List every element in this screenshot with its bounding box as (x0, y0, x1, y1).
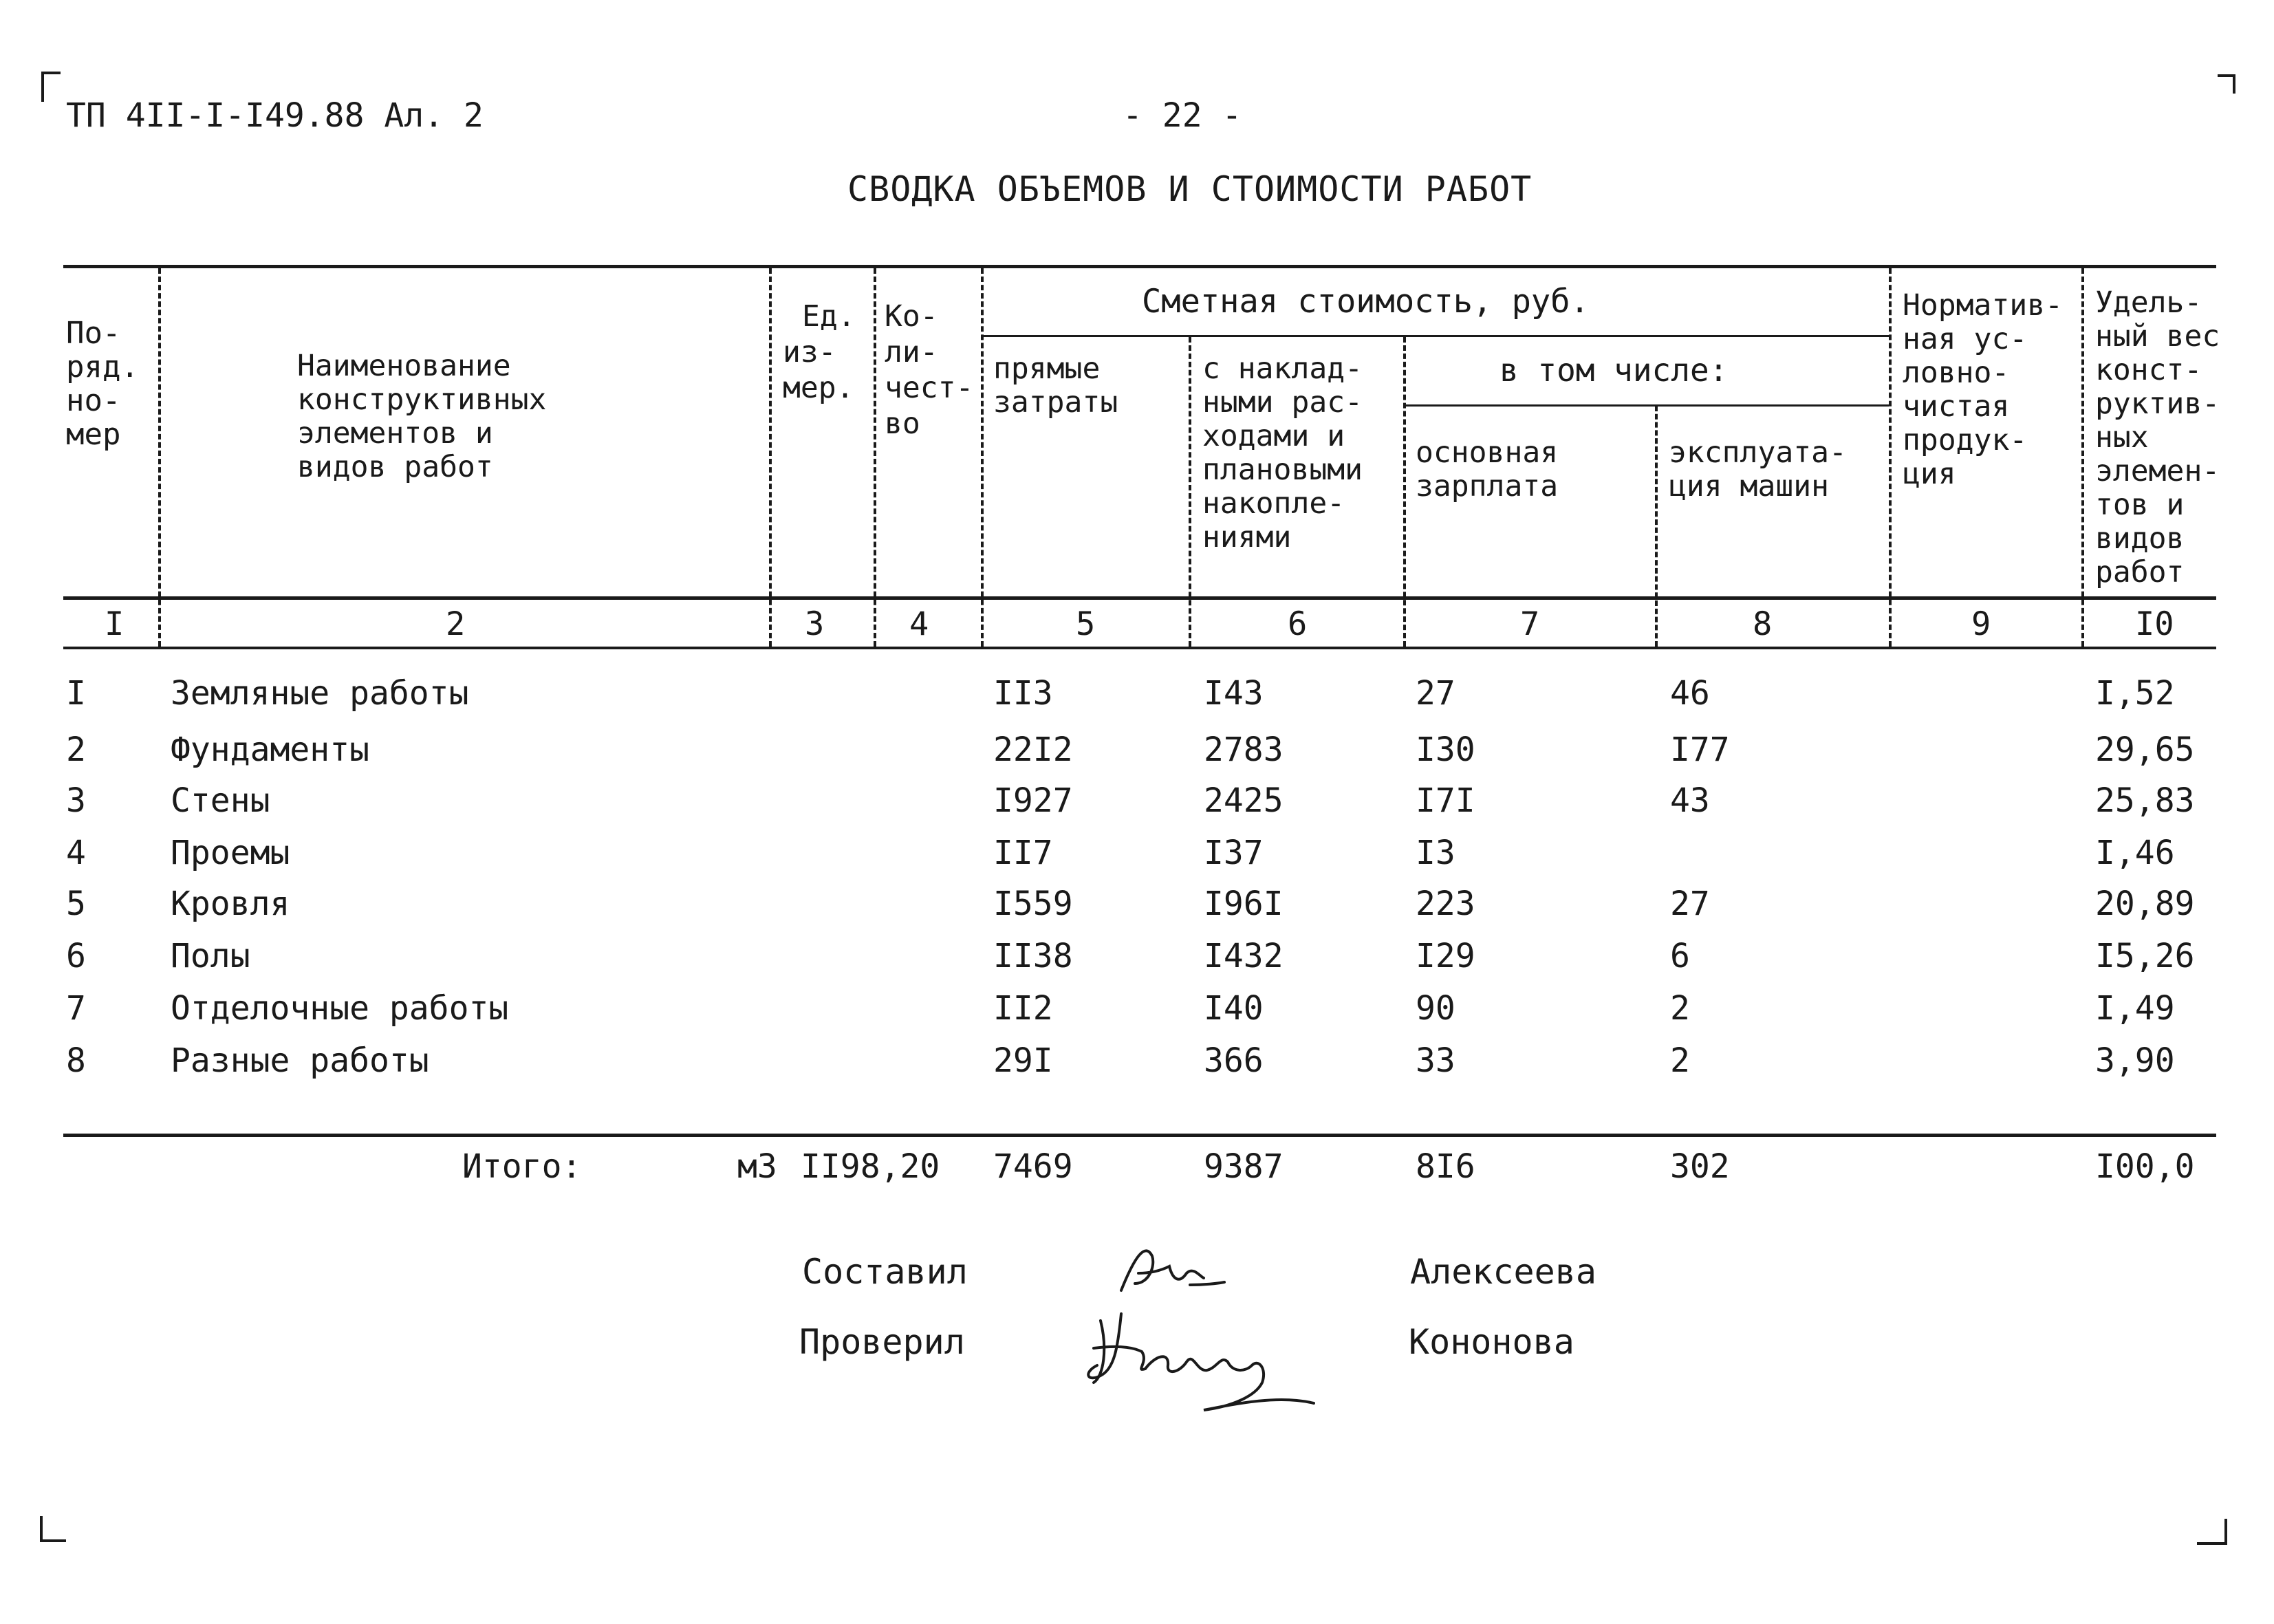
row-number: I (66, 674, 86, 713)
header-specific-weight: Удель- ный вес конст- руктив- ных элемен- тов и видов работ (2095, 285, 2220, 589)
document-title: СВОДКА ОБЪЕМОВ И СТОИМОСТИ РАБОТ (847, 169, 1533, 209)
row-specific-weight: I5,26 (2095, 937, 2195, 975)
corner-mark-bottom-left (39, 1513, 73, 1548)
table-row (0, 730, 2274, 772)
row-direct-costs: II38 (993, 937, 1073, 975)
checked-by-label: Проверил (799, 1322, 965, 1362)
header-bottom-rule (63, 596, 2216, 600)
row-direct-costs: II2 (993, 989, 1053, 1028)
compiled-signature (1114, 1235, 1231, 1304)
total-quantity: II98,20 (801, 1147, 940, 1186)
column-number-2: 2 (446, 605, 466, 643)
row-number: 5 (66, 885, 86, 923)
column-number-5: 5 (1076, 605, 1096, 643)
row-specific-weight: I,49 (2095, 989, 2175, 1028)
row-base-salary: I30 (1416, 730, 1475, 769)
checked-signature (1080, 1307, 1328, 1417)
header-base-salary: основная зарплата (1416, 435, 1559, 504)
col-sep-1 (158, 268, 161, 647)
row-number: 2 (66, 730, 86, 769)
row-name: Кровля (171, 885, 290, 923)
col-sep-8 (1889, 268, 1892, 647)
header-direct-costs: прямые затраты (993, 351, 1118, 420)
row-base-salary: I29 (1416, 937, 1475, 975)
row-machine-operation: 27 (1670, 885, 1710, 923)
row-number: 6 (66, 937, 86, 975)
row-direct-costs: I559 (993, 885, 1073, 923)
row-specific-weight: 29,65 (2095, 730, 2195, 769)
column-number-8: 8 (1753, 605, 1773, 643)
compiled-by-name: Алексеева (1410, 1252, 1596, 1292)
row-base-salary: I7I (1416, 781, 1475, 820)
total-direct-costs: 7469 (993, 1147, 1073, 1186)
col-sep-9 (2081, 268, 2084, 647)
row-specific-weight: 25,83 (2095, 781, 2195, 820)
column-number-9: 9 (1971, 605, 1991, 643)
header-unit: Ед. из- мер. (783, 299, 856, 405)
row-machine-operation: 46 (1670, 674, 1710, 713)
row-with-overhead: 366 (1204, 1041, 1264, 1080)
checked-by-name: Кононова (1409, 1322, 1574, 1362)
total-label: Итого: (462, 1147, 582, 1186)
row-base-salary: I3 (1416, 834, 1455, 872)
row-name: Отделочные работы (171, 989, 509, 1028)
row-base-salary: 27 (1416, 674, 1455, 713)
row-direct-costs: II3 (993, 674, 1053, 713)
row-base-salary: 33 (1416, 1041, 1455, 1080)
total-row (0, 1147, 2274, 1189)
column-number-1: I (105, 605, 124, 643)
table-row (0, 937, 2274, 978)
row-machine-operation: 6 (1670, 937, 1690, 975)
table-top-rule (63, 265, 2216, 268)
row-number: 7 (66, 989, 86, 1028)
cost-group-rule (982, 335, 1889, 337)
column-number-4: 4 (909, 605, 929, 643)
table-row (0, 834, 2274, 875)
row-specific-weight: 20,89 (2095, 885, 2195, 923)
row-with-overhead: 2425 (1204, 781, 1284, 820)
row-number: 4 (66, 834, 86, 872)
row-number: 8 (66, 1041, 86, 1080)
header-normative-product: Норматив- ная ус- ловно- чистая продук- ция (1903, 288, 2063, 491)
table-row (0, 674, 2274, 715)
row-with-overhead: I40 (1204, 989, 1264, 1028)
row-base-salary: 223 (1416, 885, 1475, 923)
total-rule (63, 1134, 2216, 1137)
row-name: Проемы (171, 834, 290, 872)
col-sep-3 (874, 268, 876, 647)
row-specific-weight: I,52 (2095, 674, 2175, 713)
corner-mark-top-right (2213, 69, 2241, 103)
corner-mark-top-left (40, 69, 67, 103)
corner-mark-bottom-right (2194, 1513, 2235, 1555)
column-number-6: 6 (1288, 605, 1308, 643)
row-name: Полы (171, 937, 250, 975)
row-machine-operation: 2 (1670, 989, 1690, 1028)
row-name: Земляные работы (171, 674, 469, 713)
row-with-overhead: 2783 (1204, 730, 1284, 769)
column-numbers-rule (63, 647, 2216, 649)
row-machine-operation: I77 (1670, 730, 1730, 769)
column-number-7: 7 (1520, 605, 1540, 643)
table-row (0, 885, 2274, 926)
total-machine-operation: 302 (1670, 1147, 1730, 1186)
row-number: 3 (66, 781, 86, 820)
total-with-overhead: 9387 (1204, 1147, 1284, 1186)
row-name: Стены (171, 781, 270, 820)
row-direct-costs: I927 (993, 781, 1073, 820)
row-with-overhead: I96I (1204, 885, 1284, 923)
total-specific-weight: I00,0 (2095, 1147, 2195, 1186)
row-name: Разные работы (171, 1041, 429, 1080)
col-sep-2 (769, 268, 772, 647)
row-with-overhead: I432 (1204, 937, 1284, 975)
column-number-3: 3 (805, 605, 825, 643)
row-with-overhead: I43 (1204, 674, 1264, 713)
compiled-by-label: Составил (802, 1252, 968, 1292)
col-sep-5 (1189, 337, 1191, 647)
total-base-salary: 8I6 (1416, 1147, 1475, 1186)
row-with-overhead: I37 (1204, 834, 1264, 872)
row-machine-operation: 2 (1670, 1041, 1690, 1080)
row-name: Фундаменты (171, 730, 369, 769)
row-base-salary: 90 (1416, 989, 1455, 1028)
header-estimated-cost: Сметная стоимость, руб. (1142, 283, 1590, 321)
document-code: ТП 4II-I-I49.88 Ал. 2 (66, 96, 484, 135)
column-number-10: I0 (2135, 605, 2174, 643)
col-sep-7 (1655, 406, 1658, 647)
total-unit: м3 (737, 1147, 777, 1186)
header-with-overhead: с наклад- ными рас- ходами и плановыми накопле- ниями (1202, 351, 1363, 554)
incl-group-rule (1406, 404, 1889, 407)
header-machine-operation: эксплуата- ция машин (1669, 435, 1847, 504)
row-specific-weight: I,46 (2095, 834, 2175, 872)
col-sep-6 (1403, 337, 1406, 647)
row-machine-operation: 43 (1670, 781, 1710, 820)
header-order-number: По- ряд. но- мер (66, 316, 139, 452)
row-direct-costs: 29I (993, 1041, 1053, 1080)
page-number: - 22 - (1123, 96, 1242, 135)
header-element-name: Наименование конструктивных элементов и видов работ (297, 349, 547, 484)
row-direct-costs: 22I2 (993, 730, 1073, 769)
row-specific-weight: 3,90 (2095, 1041, 2175, 1080)
col-sep-4 (981, 268, 984, 647)
header-quantity: Ко- ли- чест- во (885, 299, 974, 441)
table-row (0, 1041, 2274, 1083)
table-row (0, 989, 2274, 1030)
row-direct-costs: II7 (993, 834, 1053, 872)
table-row (0, 781, 2274, 823)
header-including: в том числе: (1499, 351, 1729, 389)
